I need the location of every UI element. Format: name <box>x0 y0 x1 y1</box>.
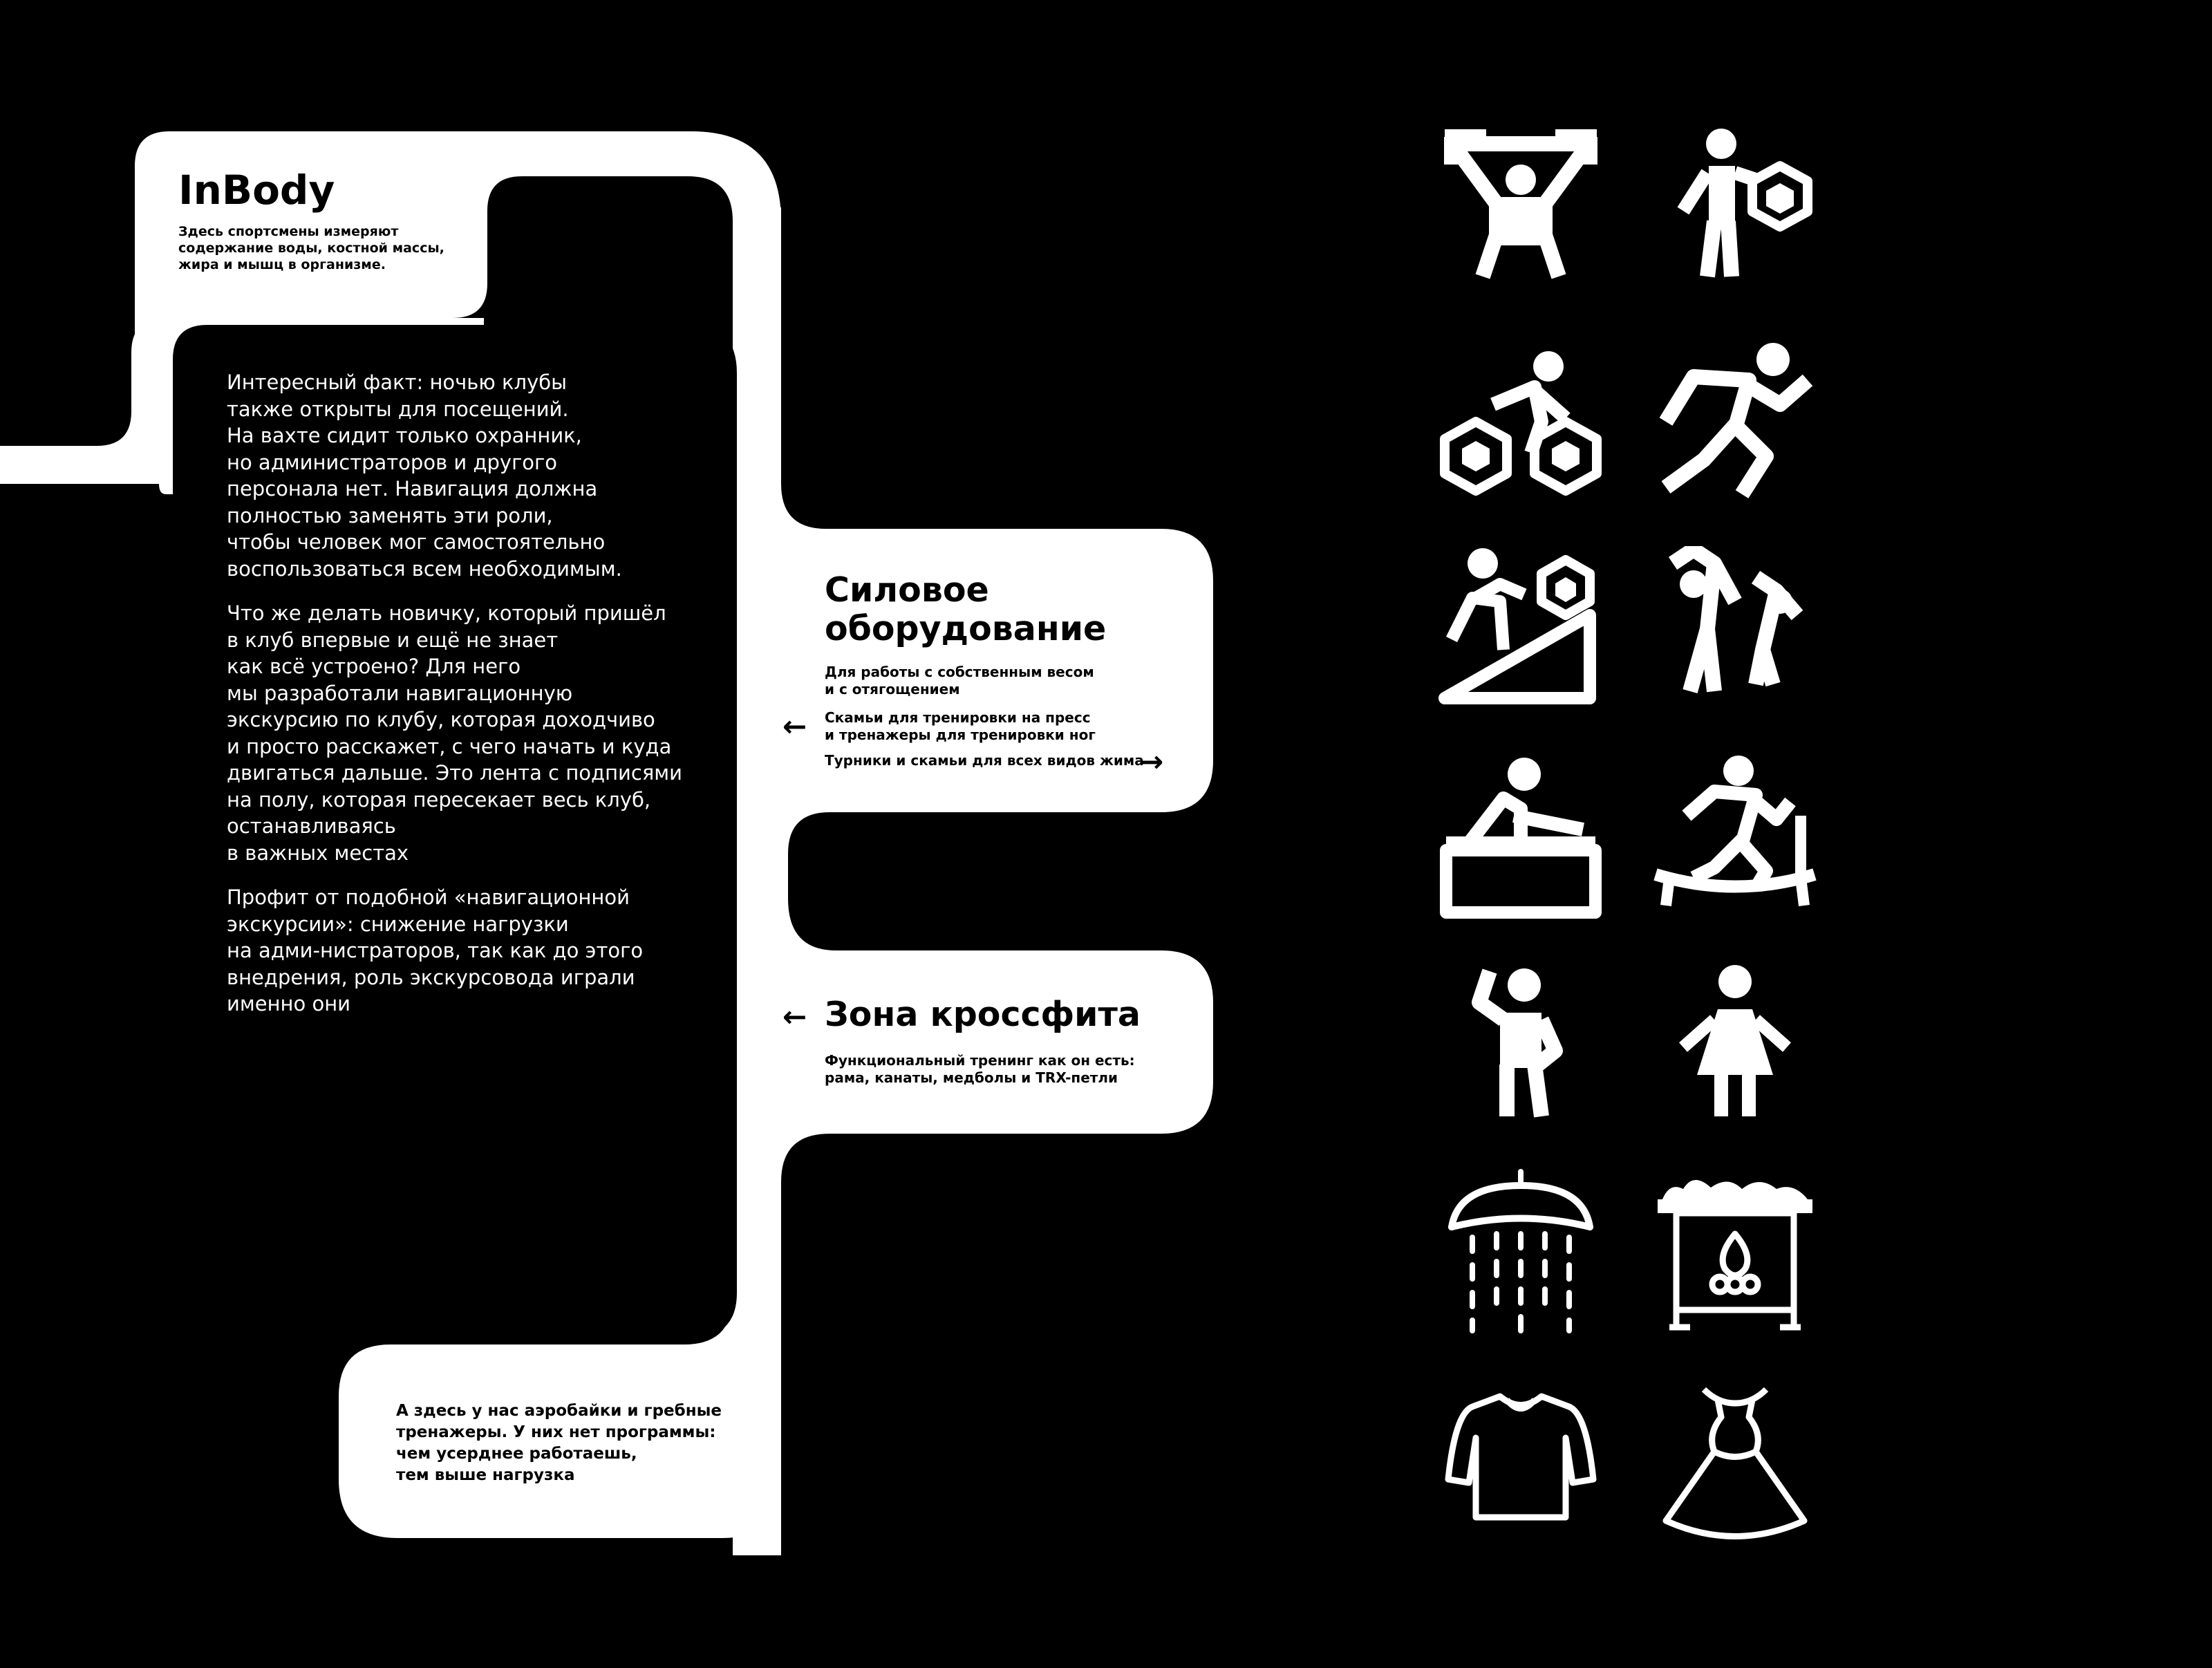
arrow-right-icon: → <box>1139 744 1164 778</box>
crossfit-description: Функциональный тренинг как он есть: рама, канаты, медболы и TRX-петли <box>825 1052 1135 1086</box>
stretching-icon <box>1652 546 1818 712</box>
profit-paragraph: Профит от подобной «навигационной экскурсии»: снижение нагрузки на адми-нистраторов, так как до этого внедрения, роль экскурсовода играли именно они <box>227 885 644 1015</box>
arrow-left-icon: ← <box>782 1000 807 1033</box>
running-icon <box>1652 339 1818 505</box>
newcomer-paragraph: Что же делать новичку, который пришёл в клуб впервые и ещё не знает как всё устроено? Для него мы разработали навигационную экскурсию по клубу, которая доходчиво и просто расскажет, с чего начать и куда двигаться дальше. Это лента с подписями на полу, которая пересекает весь клуб, останавливаясь в важных местах <box>227 601 683 865</box>
power-title: Силовое оборудование <box>825 570 1107 648</box>
treadmill-icon <box>1652 753 1818 919</box>
kettlebell-carry-icon <box>1652 124 1818 290</box>
crossfit-title: Зона кроссфита <box>825 995 1141 1034</box>
arrow-left-icon: ← <box>782 709 807 743</box>
cardio-description: А здесь у нас аэробайки и гребные тренажеры. У них нет программы: чем усерднее работаешь, тем выше нагрузка <box>396 1402 722 1484</box>
fact-paragraph: Интересный факт: ночью клубы также открыты для посещений. На вахте сидит только охранник, но администраторов и другого персонала нет. Навигация должна полностью заменять эти роли, чтобы человек мог самостоятельно воспользоваться всем необходимым. <box>227 371 622 581</box>
power-left-item: Скамьи для тренировки на пресс и тренажеры для тренировки ног <box>825 709 1096 743</box>
weightlifting-icon <box>1438 124 1604 290</box>
bike-icon <box>1438 339 1604 505</box>
shower-icon <box>1438 1168 1604 1334</box>
climbing-icon <box>1438 546 1604 712</box>
dress-icon <box>1652 1383 1818 1548</box>
male-wc-icon <box>1438 961 1604 1127</box>
power-right-item: Турники и скамьи для всех видов жима <box>825 752 1144 769</box>
power-subtitle: Для работы с собственным весом и с отягощением <box>825 664 1094 697</box>
inbody-title: InBody <box>178 167 335 214</box>
inbody-description: Здесь спортсмены измеряют содержание воды, костной массы, жира и мышц в организме. <box>178 224 444 272</box>
bench-icon <box>1438 753 1604 919</box>
sauna-icon <box>1652 1168 1818 1334</box>
female-wc-icon <box>1652 961 1818 1127</box>
shirt-icon <box>1438 1383 1604 1548</box>
